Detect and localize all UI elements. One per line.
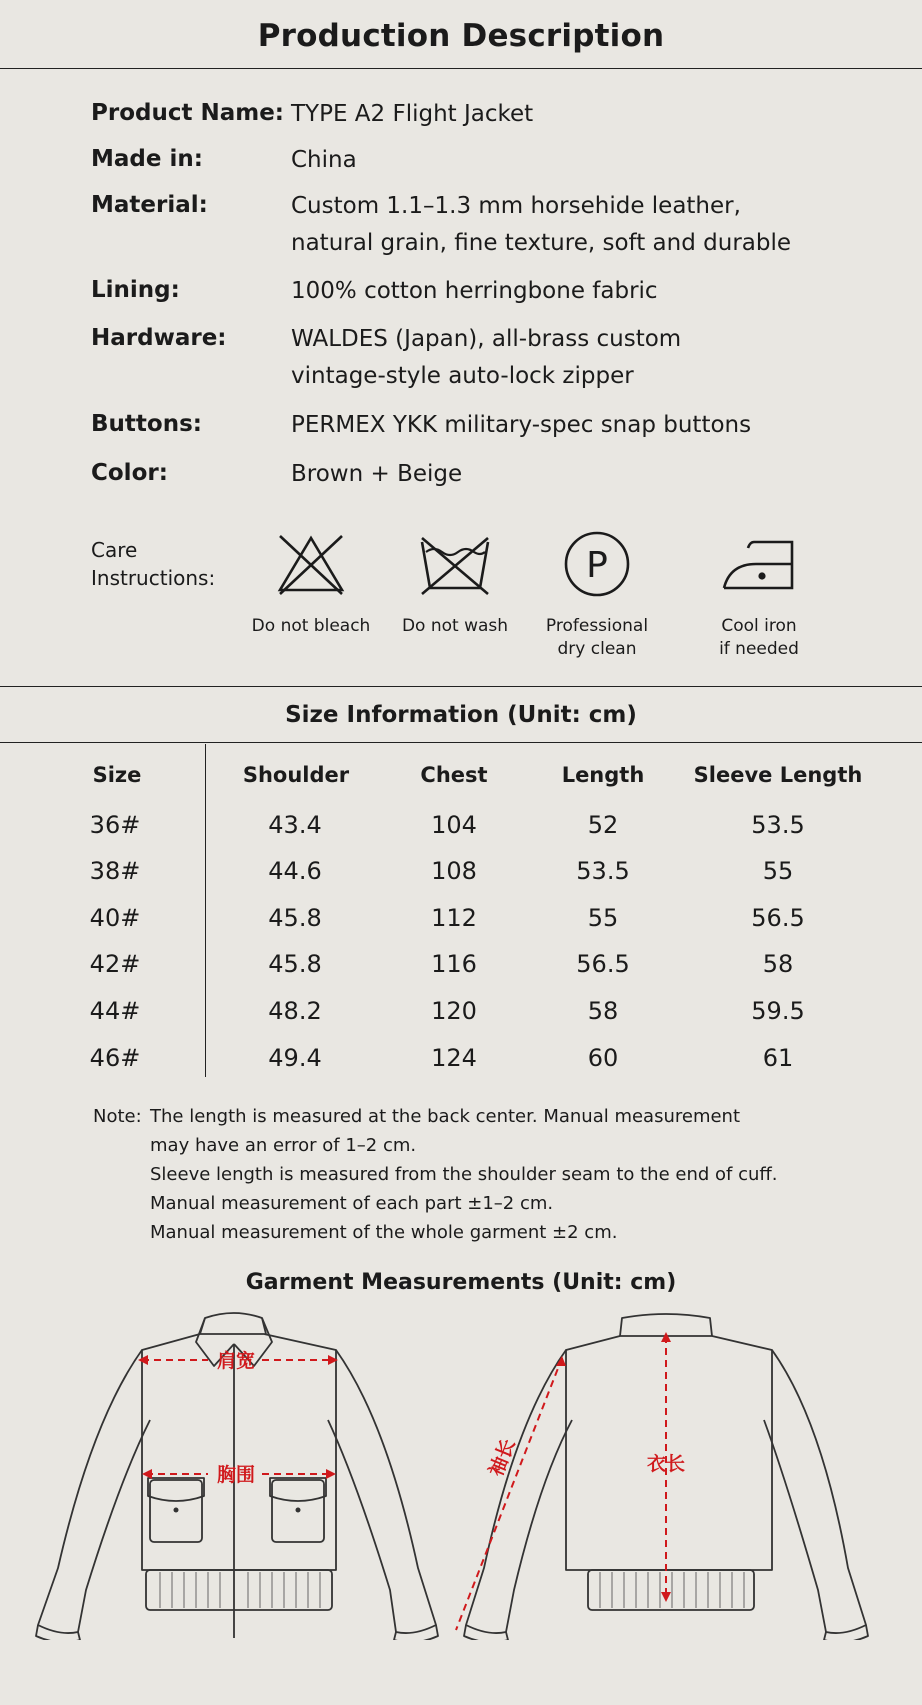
table-cell: 58: [762, 950, 794, 978]
no-wash-icon: [410, 530, 500, 604]
table-cell: 124: [431, 1044, 477, 1072]
professional-dry-clean-icon: [552, 526, 642, 600]
garment-diagram: [0, 1300, 922, 1640]
table-cell: 112: [431, 904, 477, 932]
size-section-title: Size Information (Unit: cm): [285, 702, 637, 728]
note-line: Sleeve length is measured from the shoulder seam to the end of cuff.: [150, 1164, 778, 1185]
spec-label-lining: Lining:: [91, 277, 180, 303]
spec-value-product-name: TYPE A2 Flight Jacket: [291, 101, 534, 127]
column-header-length: Length: [561, 763, 645, 787]
table-cell: 46#: [89, 1044, 141, 1072]
spec-label-buttons: Buttons:: [91, 411, 202, 437]
table-cell: 45.8: [268, 904, 322, 932]
table-cell: 40#: [89, 904, 141, 932]
spec-value-hardware: WALDES (Japan), all-brass custom vintage-style auto-lock zipper: [291, 326, 682, 389]
cool-iron-icon: [714, 530, 804, 604]
spec-value-lining: 100% cotton herringbone fabric: [291, 278, 658, 304]
table-cell: 56.5: [576, 950, 630, 978]
care-text-dry-clean: Professional dry clean: [545, 616, 649, 659]
spec-label-color: Color:: [91, 460, 168, 486]
spec-label-product-name: Product Name:: [91, 100, 285, 126]
table-cell: 60: [587, 1044, 619, 1072]
table-cell: 44#: [89, 997, 141, 1025]
spec-value-buttons: PERMEX YKK military-spec snap buttons: [291, 412, 752, 438]
table-cell: 59.5: [751, 997, 805, 1025]
dry-clean-symbol: P: [586, 545, 608, 586]
note-label: Note:: [93, 1106, 142, 1127]
table-cell: 53.5: [576, 857, 630, 885]
waistband-ribbing: [160, 1572, 320, 1608]
column-header-sleeve-length: Sleeve Length: [693, 763, 863, 787]
spec-value-made-in: China: [291, 147, 357, 173]
column-header-chest: Chest: [420, 763, 488, 787]
sleeve-length-label: 袖长: [485, 1436, 520, 1480]
table-cell: 52: [587, 811, 619, 839]
table-cell: 36#: [89, 811, 141, 839]
table-cell: 55: [587, 904, 619, 932]
table-cell: 56.5: [751, 904, 805, 932]
spec-label-material: Material:: [91, 192, 208, 218]
sleeve-measure-line: [456, 1358, 562, 1630]
spec-value-material: Custom 1.1–1.3 mm horsehide leather, natural grain, fine texture, soft and durable: [291, 193, 792, 256]
spec-label-hardware: Hardware:: [91, 325, 227, 351]
care-divider: [0, 686, 922, 687]
title-divider: [0, 68, 922, 69]
table-cell: 61: [762, 1044, 794, 1072]
no-bleach-icon: [266, 530, 356, 604]
care-instructions-label: Care Instructions:: [91, 538, 216, 590]
spec-value-color: Brown + Beige: [291, 461, 463, 487]
table-cell: 44.6: [268, 857, 322, 885]
note-line: may have an error of 1–2 cm.: [150, 1135, 417, 1156]
shoulder-width-label: 肩宽: [216, 1350, 256, 1372]
table-cell: 43.4: [268, 811, 322, 839]
table-cell: 55: [762, 857, 794, 885]
table-cell: 120: [431, 997, 477, 1025]
table-cell: 38#: [89, 857, 141, 885]
size-title-divider: [0, 742, 922, 743]
column-header-shoulder: Shoulder: [242, 763, 350, 787]
table-cell: 104: [431, 811, 477, 839]
table-cell: 49.4: [268, 1044, 322, 1072]
table-cell: 42#: [89, 950, 141, 978]
table-cell: 108: [431, 857, 477, 885]
note-line: Manual measurement of each part ±1–2 cm.: [150, 1193, 554, 1214]
table-cell: 116: [431, 950, 477, 978]
table-cell: 45.8: [268, 950, 322, 978]
table-cell: 53.5: [751, 811, 805, 839]
page-title: Production Description: [257, 18, 665, 54]
chest-label: 胸围: [216, 1464, 256, 1486]
garment-section-title: Garment Measurements (Unit: cm): [245, 1270, 677, 1295]
table-cell: 48.2: [268, 997, 322, 1025]
note-line: The length is measured at the back center. Manual measurement: [150, 1106, 741, 1127]
column-header-size: Size: [92, 763, 142, 787]
care-text-cool-iron: Cool iron if needed: [719, 616, 799, 659]
spec-label-made-in: Made in:: [91, 146, 203, 172]
care-text-no-wash: Do not wash: [401, 616, 509, 636]
note-line: Manual measurement of the whole garment ±2 cm.: [150, 1222, 618, 1243]
length-label: 衣长: [646, 1453, 686, 1475]
care-text-no-bleach: Do not bleach: [251, 616, 371, 636]
table-cell: 58: [587, 997, 619, 1025]
back-waistband-ribbing: [600, 1572, 744, 1608]
